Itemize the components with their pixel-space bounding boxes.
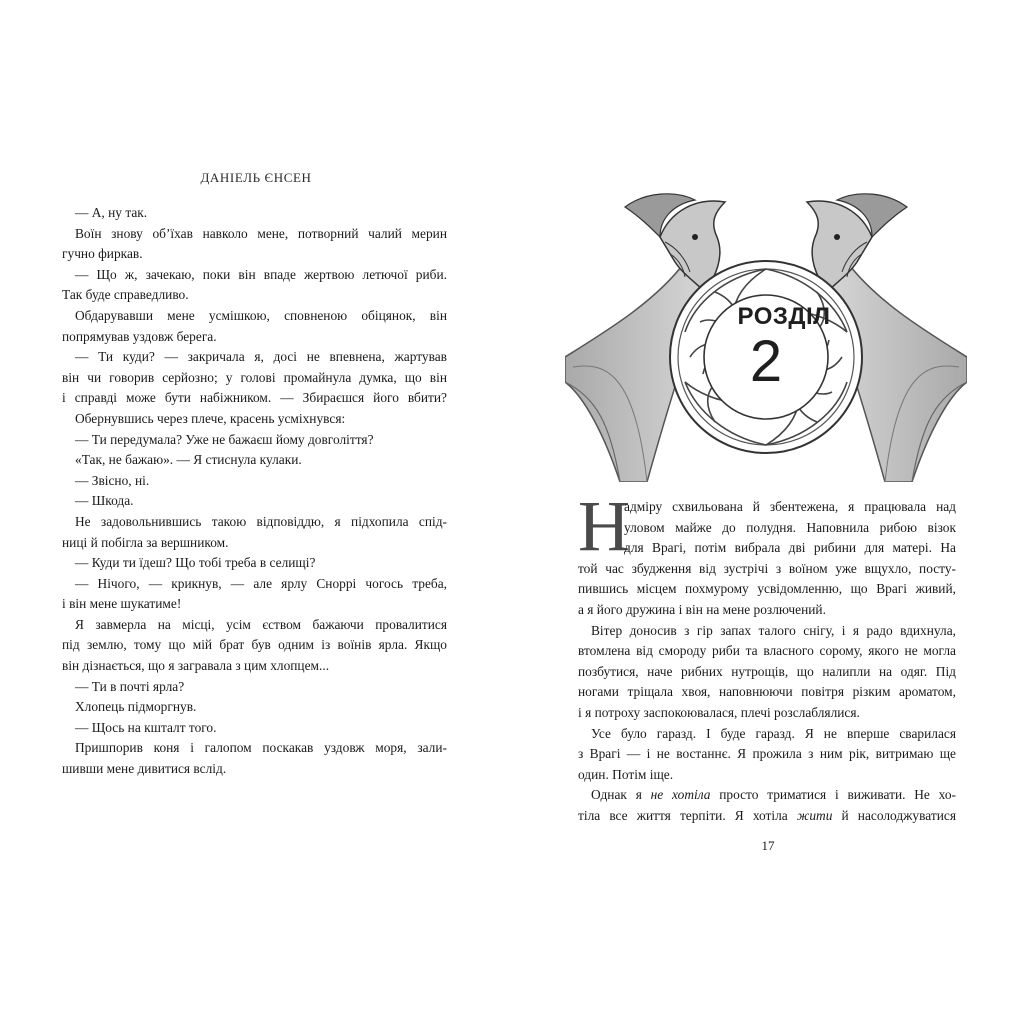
text-line: — Куди ти їдеш? Що тобі треба в селищі? — [75, 555, 316, 571]
chapter-number: 2 — [749, 329, 783, 394]
text-line: Обернувшись через плече, красень усміхнувся: — [75, 410, 346, 426]
text-line: — Ти передумала? Уже не бажаєш йому довголіття? — [75, 431, 374, 447]
dropcap-text-line: для Врагі, потім вибрала дві рибини для матері. На — [624, 540, 956, 556]
text-line: шивши мене дивитися вслід. — [62, 761, 227, 777]
text-line: один. Потім іще. — [578, 766, 674, 782]
text-line: — А, ну так. — [75, 205, 148, 220]
text-line: Пришпорив коня і галопом поскакав уздовж моря, зали- — [75, 740, 447, 756]
text-line: — Шкода. — [75, 493, 134, 509]
emphasis: жити — [796, 807, 833, 823]
text-line: — Ти куди? — закричала я, досі не впевнена, жартував — [75, 349, 447, 365]
drop-cap: Н — [578, 486, 630, 566]
text-line: пившись місцем похмурому усвідомленню, що Врагі живий, — [578, 581, 956, 597]
text-line: втомлена від смороду риби та власного сорому, якого не могла — [578, 643, 956, 659]
text-line: — Нічого, — крикнув, — але ярлу Сноррі чогось треба, — [75, 575, 447, 591]
text-line: а я його дружина і він на мене розлючений. — [578, 601, 826, 617]
text-line: і він мене шукатиме! — [62, 596, 182, 612]
text-line: Так буде справедливо. — [62, 287, 189, 303]
dropcap-text-line: уловом майже до полудня. Наповнила рибою візок — [624, 519, 956, 535]
text-line: під землю, тому що мій брат був одним із воїнів ярла. Якщо — [62, 637, 447, 653]
text-line: Хлопець підморгнув. — [75, 699, 197, 715]
text-line: і справді може бути набіжником. — Збираєшся його вбити? — [62, 390, 447, 406]
text-line: позбутися, наче рибних нутрощів, що налипли на одяг. Під — [578, 663, 956, 679]
text-line-with-emphasis — [578, 785, 956, 806]
text-line: попрямував уздовж берега. — [62, 328, 217, 344]
text-segment: просто триматися і виживати. Не хо- — [710, 787, 956, 803]
text-line: він чи говорив серйозно; у голові промайнула думка, що він — [62, 369, 447, 385]
dropcap-text-line: адміру схвильована й збентежена, я працювала над — [624, 499, 956, 514]
text-line: — Щось на кшталт того. — [75, 719, 217, 735]
text-segment: Однак я — [591, 787, 651, 803]
text-line: з Врагі — і не востаннє. Я прожила з ним рік, витримаю ще — [578, 746, 956, 762]
text-line: — Ти в почті ярла? — [75, 678, 185, 694]
emphasis: не хотіла — [650, 787, 711, 803]
text-line: — Що ж, зачекаю, поки він впаде жертвою летючої риби. — [75, 266, 447, 282]
text-line: і я потроху заспокоювалася, плечі розслаблялися. — [578, 704, 860, 720]
chapter-label: РОЗДІЛ — [737, 303, 831, 330]
page-number: 17 — [761, 838, 775, 853]
left-body-text — [62, 203, 447, 780]
text-line: Усе було гаразд. І буде гаразд. Я не вперше сварилася — [591, 725, 956, 741]
text-line: — Звісно, ні. — [75, 472, 150, 488]
text-line: Воїн знову об’їхав навколо мене, потворний чалий мерин — [75, 225, 447, 241]
text-segment: тіла все життя терпіти. Я хотіла — [578, 807, 797, 823]
text-segment: й насолоджуватися — [832, 807, 956, 823]
text-line: Я завмерла на місці, усім єством бажаючи провалитися — [75, 616, 447, 632]
text-line: Обдарувавши мене усмішкою, сповненою обіцянок, він — [75, 307, 447, 323]
text-line: він дізнається, що я загравала з цим хлопцем... — [62, 658, 330, 674]
text-line-with-emphasis — [578, 806, 956, 827]
text-line: Вітер доносив з гір запах талого снігу, і я радо вдихнула, — [591, 622, 956, 638]
text-line: ниці й побігла за вершником. — [62, 534, 229, 550]
right-body-text — [578, 486, 956, 827]
text-line: ногами тріщала хвоя, наповнюючи повітря різким ароматом, — [578, 684, 956, 700]
running-head: ДАНІЕЛЬ ЄНСЕН — [200, 170, 312, 185]
text-line: Не задовольнившись такою відповіддю, я підхопила спід- — [75, 513, 447, 529]
text-line: той час збудження від зустрічі з воїном уже вщухло, посту- — [578, 560, 956, 576]
text-line: «Так, не бажаю». — Я стиснула кулаки. — [75, 452, 302, 468]
text-line: гучно фиркав. — [62, 246, 143, 262]
